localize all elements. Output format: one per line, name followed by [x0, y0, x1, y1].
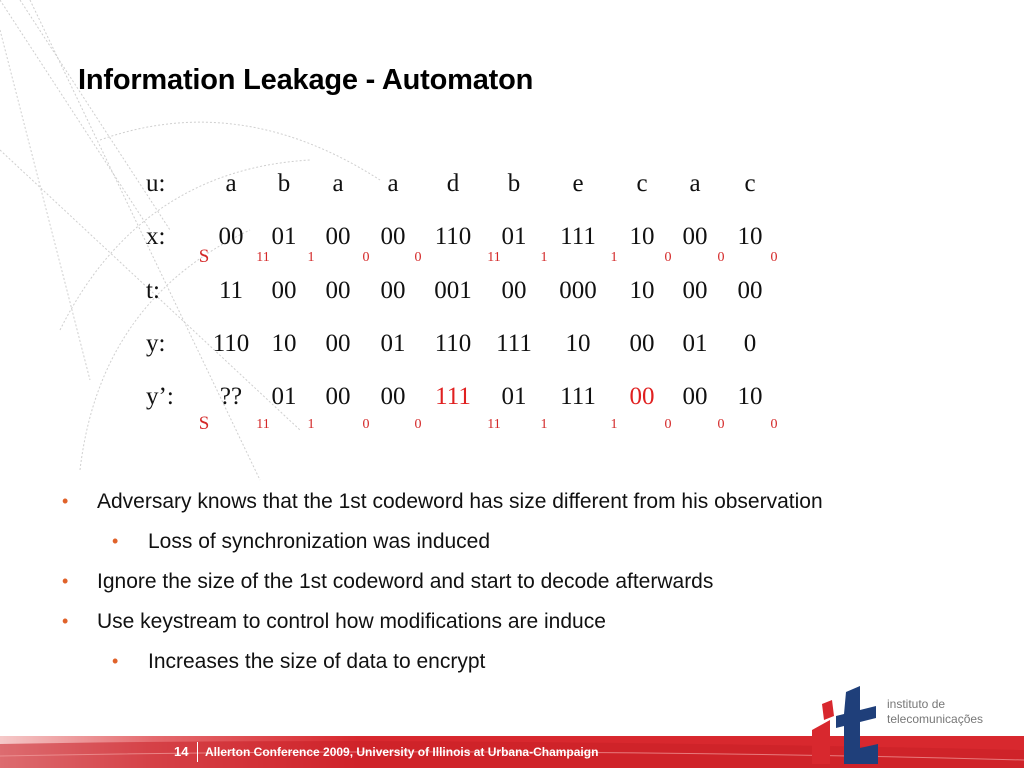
institute-name-line2: telecomunicações: [887, 712, 984, 726]
it-logo-mark: [808, 686, 884, 764]
symbol-cell: 10: [629, 277, 655, 304]
keystream-state: 0: [414, 417, 422, 432]
symbol-cell: 01: [380, 330, 406, 357]
symbol-cell: 111: [560, 383, 596, 410]
keystream-state: 0: [414, 250, 422, 265]
row-label: u:: [146, 170, 166, 197]
symbol-cell: e: [572, 170, 584, 197]
symbol-cell: 00: [271, 277, 297, 304]
institute-name-line1: instituto de: [887, 697, 946, 711]
sub-bullet-item: Loss of synchronization was induced: [148, 530, 491, 553]
symbol-cell: 111: [560, 223, 596, 250]
keystream-state: 1: [610, 250, 618, 265]
symbol-cell: 00: [501, 277, 527, 304]
bullet-item: Ignore the size of the 1st codeword and start to decode afterwards: [97, 570, 714, 593]
bullet-icon: •: [62, 491, 69, 511]
keystream-state: 11: [256, 250, 270, 265]
row-label: t:: [146, 277, 160, 304]
symbol-cell: a: [387, 170, 399, 197]
symbol-cell: b: [277, 170, 291, 197]
symbol-cell: 000: [559, 277, 597, 304]
symbol-cell: 10: [565, 330, 591, 357]
symbol-cell: 00: [682, 277, 708, 304]
symbol-cell: d: [446, 170, 460, 197]
symbol-cell: 00: [380, 383, 406, 410]
symbol-cell: 00: [629, 330, 655, 357]
symbol-cell: 00: [682, 383, 708, 410]
keystream-state: 1: [307, 417, 315, 432]
bullet-item: Use keystream to control how modifications are induce: [97, 610, 606, 633]
keystream-state: 0: [664, 417, 672, 432]
symbol-cell: 001: [434, 277, 472, 304]
symbol-cell: c: [744, 170, 756, 197]
symbol-cell: 00: [218, 223, 244, 250]
symbol-cell: 110: [434, 330, 472, 357]
page-number: 14: [174, 744, 189, 759]
row-label: x:: [146, 223, 166, 250]
keystream-state: S: [198, 246, 210, 267]
sub-bullet-item: Increases the size of data to encrypt: [148, 650, 486, 673]
bullet-icon: •: [62, 571, 69, 591]
symbol-cell: 01: [271, 223, 297, 250]
symbol-cell: 10: [629, 223, 655, 250]
symbol-cell: 00: [325, 383, 351, 410]
symbol-cell: 00: [380, 223, 406, 250]
keystream-state: 11: [487, 417, 501, 432]
symbol-cell: 00: [380, 277, 406, 304]
footer-divider: [197, 742, 198, 762]
symbol-cell: b: [507, 170, 521, 197]
bullet-icon: •: [112, 651, 119, 671]
symbol-cell: 00: [629, 383, 655, 410]
symbol-cell: 00: [325, 277, 351, 304]
keystream-state: 11: [487, 250, 501, 265]
institute-name: [887, 697, 983, 727]
symbol-cell: 00: [325, 330, 351, 357]
keystream-state: 1: [540, 417, 548, 432]
keystream-state: 0: [362, 417, 370, 432]
symbol-cell: ??: [219, 383, 243, 410]
symbol-cell: a: [225, 170, 237, 197]
slide-title: Information Leakage - Automaton: [78, 64, 534, 96]
keystream-state: 0: [664, 250, 672, 265]
symbol-cell: 00: [737, 277, 763, 304]
symbol-cell: a: [332, 170, 344, 197]
symbol-cell: 10: [737, 383, 763, 410]
footer-text: Allerton Conference 2009, University of Illinois at Urbana-Champaign: [205, 745, 599, 759]
symbol-cell: 111: [435, 383, 471, 410]
row-label: y:: [146, 330, 166, 357]
symbol-cell: 111: [496, 330, 532, 357]
symbol-cell: 01: [501, 223, 527, 250]
symbol-cell: 00: [682, 223, 708, 250]
symbol-cell: 110: [434, 223, 472, 250]
keystream-state: 0: [770, 417, 778, 432]
bullet-item: Adversary knows that the 1st codeword has size different from his observation: [97, 490, 823, 513]
symbol-cell: 10: [737, 223, 763, 250]
keystream-state: 0: [362, 250, 370, 265]
keystream-state: 0: [770, 250, 778, 265]
symbol-cell: 01: [501, 383, 527, 410]
keystream-state: 11: [256, 417, 270, 432]
keystream-state: 1: [540, 250, 548, 265]
symbol-cell: 00: [325, 223, 351, 250]
symbol-cell: 01: [271, 383, 297, 410]
keystream-state: 0: [717, 250, 725, 265]
symbol-cell: c: [636, 170, 648, 197]
symbol-cell: 10: [271, 330, 297, 357]
symbol-cell: a: [689, 170, 701, 197]
keystream-state: S: [198, 413, 210, 434]
row-label: y’:: [146, 383, 174, 410]
bullet-icon: •: [62, 611, 69, 631]
bullet-icon: •: [112, 531, 119, 551]
keystream-state: 0: [717, 417, 725, 432]
symbol-cell: 01: [682, 330, 708, 357]
keystream-state: 1: [307, 250, 315, 265]
keystream-state: 1: [610, 417, 618, 432]
symbol-cell: 0: [743, 330, 757, 357]
symbol-cell: 11: [218, 277, 244, 304]
symbol-cell: 110: [212, 330, 250, 357]
